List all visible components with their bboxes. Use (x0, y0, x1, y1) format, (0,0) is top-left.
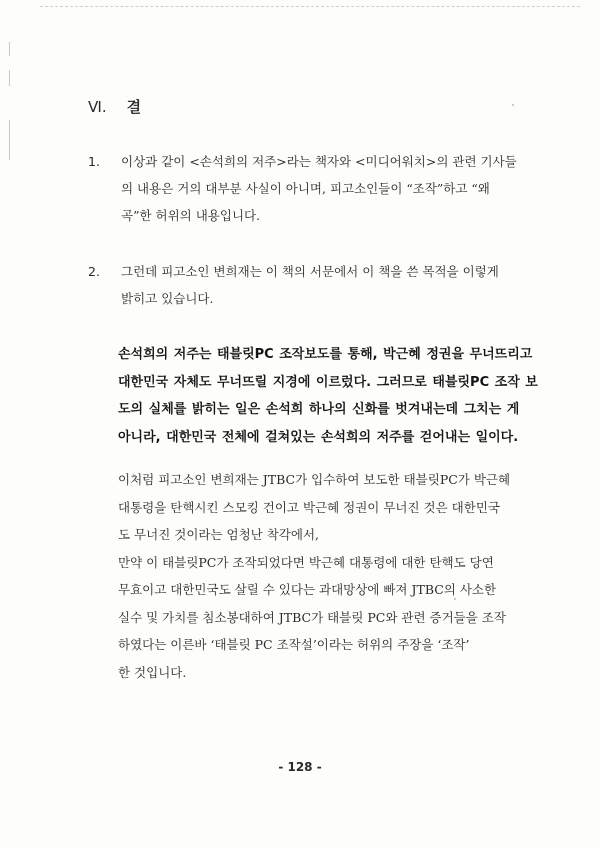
margin-mark (9, 120, 10, 160)
text-line: 한 것입니다. (118, 664, 187, 680)
quote-line: 손석희의 저주는 태블릿PC 조작보도를 통해, 박근혜 정권을 무너뜨리고 (118, 347, 533, 362)
list-item-1 (88, 148, 548, 229)
page-number: - 128 - (278, 760, 322, 774)
item-text (121, 148, 548, 229)
text-line: 이상과 같이 <손석희의 저주>라는 책자와 <미디어워치>의 관련 기사들 (121, 154, 517, 169)
margin-mark (9, 70, 10, 86)
body-paragraph (118, 466, 544, 686)
text-line: 도 무너진 것이라는 엄청난 착각에서, (118, 527, 319, 542)
quote-line: 대한민국 자체도 무너뜨릴 지경에 이르렀다. 그러므로 태블릿PC 조작 보 (118, 374, 538, 390)
item-number: 1. (88, 154, 100, 169)
text-line: 무효이고 대한민국도 살릴 수 있다는 과대망상에 빠져 JTBC의 사소한 (118, 582, 497, 597)
section-number: Ⅵ. (88, 98, 107, 116)
item-text (121, 258, 548, 312)
scan-edge-line (40, 6, 580, 8)
quote-line: 아니라, 대한민국 전체에 걸쳐있는 손석희의 저주를 걷어내는 일이다. (118, 429, 519, 445)
margin-mark (9, 42, 10, 56)
scan-speck (512, 104, 514, 106)
quote-line: 도의 실체를 밝히는 일은 손석희 하나의 신화를 벗겨내는데 그치는 게 (118, 402, 520, 417)
section-heading (88, 96, 141, 117)
text-line: 이처럼 피고소인 변희재는 JTBC가 입수하여 보도한 태블릿PC가 박근혜 (118, 472, 511, 487)
text-line: 실수 및 가치를 침소봉대하여 JTBC가 태블릿 PC와 관련 증거들을 조작 (118, 609, 506, 625)
section-title: 결 (126, 98, 142, 116)
item-number: 2. (88, 264, 100, 279)
text-line: 곡”한 허위의 내용입니다. (121, 208, 261, 223)
text-line: 그런데 피고소인 변희재는 이 책의 서문에서 이 책을 쓴 목적을 이렇게 (121, 264, 499, 279)
list-item-2 (88, 258, 548, 312)
text-line: 하였다는 이른바 ‘태블릿 PC 조작설’이라는 허위의 주장을 ‘조작’ (118, 637, 470, 652)
quoted-passage (118, 341, 544, 451)
text-line: 밝히고 있습니다. (121, 291, 214, 306)
text-line: 대통령을 탄핵시킨 스모킹 건이고 박근혜 정권이 무너진 것은 대한민국 (118, 499, 500, 515)
text-line: 만약 이 태블릿PC가 조작되었다면 박근혜 대통령에 대한 탄핵도 당연 (118, 554, 494, 570)
text-line: 의 내용은 거의 대부분 사실이 아니며, 피고소인들이 “조작”하고 “왜 (121, 181, 490, 196)
